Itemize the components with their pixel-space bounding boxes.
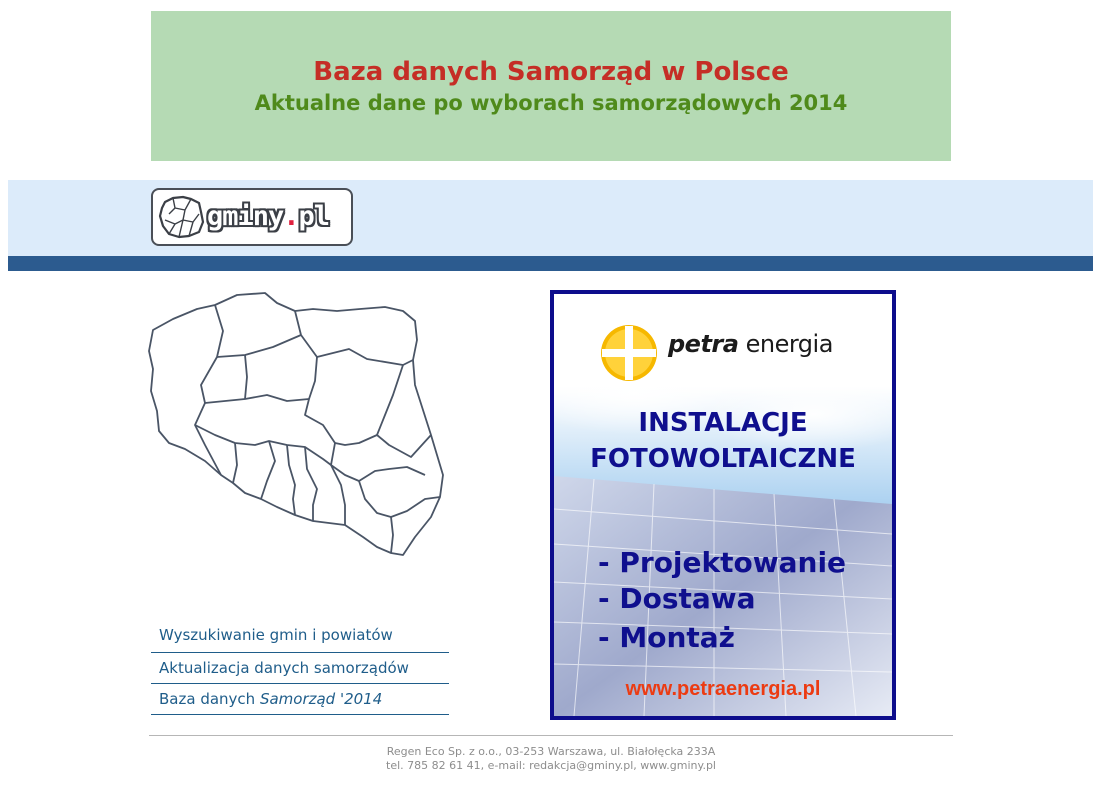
petra-energia-logo-icon bbox=[598, 322, 660, 384]
footer bbox=[149, 745, 953, 773]
nav-menu bbox=[151, 620, 449, 715]
page-title: Baza danych Samorząd w Polsce bbox=[313, 57, 789, 87]
ad-bullet-installation: - Montaż bbox=[598, 621, 735, 654]
ad-bullet-delivery: - Dostawa bbox=[598, 582, 756, 615]
logo-text: gminy.pl bbox=[207, 201, 330, 232]
poland-map-icon bbox=[157, 194, 205, 240]
poland-voivodeships-map bbox=[145, 285, 455, 565]
nav-link-database-2014[interactable]: Baza danych Samorząd '2014 bbox=[151, 684, 449, 715]
ad-heading-line2: FOTOWOLTAICZNE bbox=[590, 444, 856, 474]
page-subtitle: Aktualne dane po wyborach samorządowych 2014 bbox=[254, 91, 848, 115]
ad-brand-name: petra energia bbox=[668, 330, 833, 358]
ad-bullet-design: - Projektowanie bbox=[598, 546, 847, 579]
nav-link-search-municipalities[interactable]: Wyszukiwanie gmin i powiatów bbox=[151, 620, 449, 653]
footer-divider bbox=[149, 735, 953, 736]
footer-contact: tel. 785 82 61 41, e-mail: redakcja@gminy.pl, www.gminy.pl bbox=[386, 759, 716, 772]
top-banner bbox=[151, 11, 951, 161]
petra-energia-ad-banner[interactable] bbox=[550, 290, 896, 720]
header-bar bbox=[8, 256, 1093, 271]
footer-address: Regen Eco Sp. z o.o., 03-253 Warszawa, ul. Białołęcka 233A bbox=[386, 745, 716, 758]
ad-heading-line1: INSTALACJE bbox=[638, 408, 808, 438]
gminy-logo-link[interactable] bbox=[151, 188, 353, 246]
nav-link-update-data[interactable]: Aktualizacja danych samorządów bbox=[151, 653, 449, 684]
ad-url-link[interactable]: www.petraenergia.pl bbox=[625, 678, 821, 700]
